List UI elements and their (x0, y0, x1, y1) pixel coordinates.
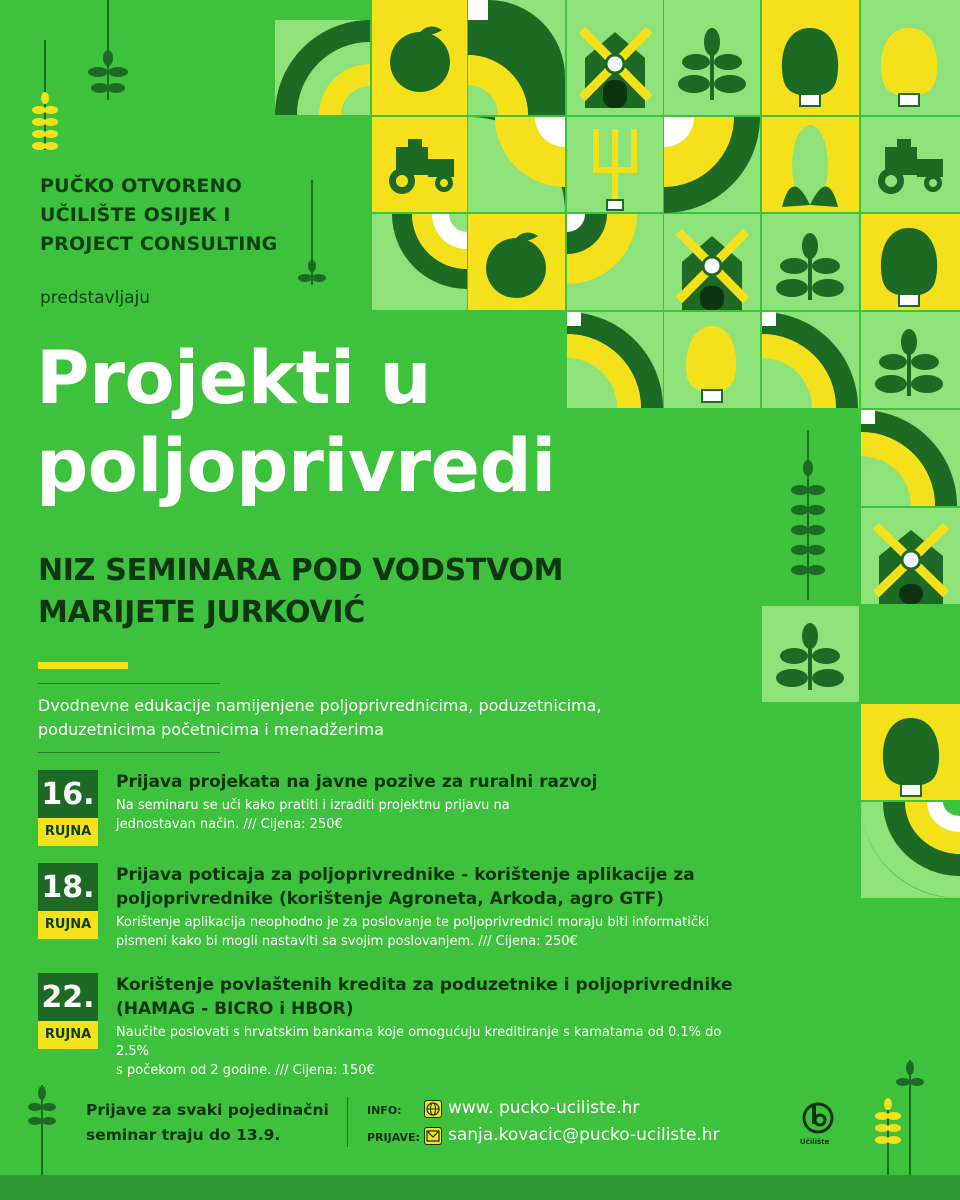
seminar-title-line: Prijava projekata na javne pozive za ruralni razvoj (116, 772, 598, 792)
date-day: 18. (38, 863, 98, 911)
description-line: Dvodnevne edukacije namijenjene poljoprivrednicima, poduzetnicima, (38, 696, 602, 715)
logo-text: Učilište (800, 1138, 830, 1146)
organizer-line: UČILIŠTE OSIJEK I (40, 204, 231, 226)
date-badge (38, 863, 98, 939)
seminar-description-line: pismeni kako bi mogli nastaviti sa svojim poslovanjem. /// Cijena: 250€ (116, 934, 578, 949)
tree-tile (664, 312, 760, 408)
info-label: INFO: (367, 1104, 402, 1117)
arc-tile (372, 214, 467, 310)
seminar-title (116, 863, 736, 911)
leaf-tile (664, 0, 760, 115)
seminar-item (38, 973, 758, 1078)
seminar-item (38, 863, 758, 953)
arc-tile (861, 802, 960, 898)
tree-tile (861, 704, 960, 800)
seminar-description (116, 913, 756, 951)
tree-tile (762, 0, 859, 115)
seminar-title-line: (HAMAG - BICRO i HBOR) (116, 999, 354, 1019)
windmill-tile (664, 214, 760, 310)
divider (38, 683, 220, 684)
arc-tile (567, 312, 663, 408)
corn-tile (762, 117, 859, 212)
arc-tile (762, 312, 859, 408)
seminar-title-line: Korištenje povlaštenih kredita za poduzetnike i poljoprivrednike (116, 975, 733, 995)
seminar-description-line: s počekom od 2 godine. /// Cijena: 150€ (116, 1063, 375, 1078)
arc-tile (468, 0, 565, 115)
leaf-sprig-icon (88, 0, 128, 100)
wheat-icon (32, 40, 58, 150)
arc-tile (861, 410, 960, 509)
organizer-line: PUČKO OTVORENO (40, 175, 243, 197)
arc-tile (567, 214, 663, 310)
date-day: 16. (38, 770, 98, 818)
seminar-description-line: jednostavan način. /// Cijena: 250€ (116, 817, 343, 832)
presenting-text: predstavljaju (40, 288, 151, 308)
organizers (40, 172, 277, 259)
seminar-description-line: Na seminaru se uči kako pratiti i izraditi projektnu prijavu na (116, 798, 510, 813)
date-month: RUJNA (38, 1021, 98, 1049)
accent-bar (38, 662, 128, 669)
seminar-description (116, 796, 756, 834)
leaf-sprig-icon (298, 180, 326, 285)
tree-tile (861, 214, 960, 310)
subtitle (38, 550, 563, 634)
wheat-icon (791, 430, 825, 600)
deadline-line: Prijave za svaki pojedinačni (86, 1101, 329, 1119)
deadline-line: seminar traju do 13.9. (86, 1126, 281, 1144)
globe-icon (424, 1100, 442, 1118)
apple-icon (390, 32, 450, 92)
title-line: Projekti u (36, 336, 432, 421)
seminar-title (116, 770, 736, 794)
uciliste-logo (800, 1100, 836, 1136)
tractor-tile (861, 117, 960, 212)
pitchfork-tile (567, 117, 663, 212)
registration-deadline (86, 1098, 329, 1148)
date-month: RUJNA (38, 818, 98, 846)
date-badge (38, 973, 98, 1049)
description-line: poduzetnicima početnicima i menadžerima (38, 720, 384, 739)
leaf-sprig-icon (28, 1085, 56, 1175)
arc-tile (664, 117, 760, 213)
arc-tile (275, 20, 370, 115)
page-title (36, 335, 556, 511)
leaf-tile (762, 606, 859, 702)
apple-tile (372, 0, 467, 115)
seminar-title-line: poljoprivrednike (korištenje Agroneta, Arkoda, agro GTF) (116, 889, 664, 909)
description (38, 694, 658, 742)
tree-tile (861, 0, 960, 115)
leaf-tile (861, 312, 960, 408)
date-day: 22. (38, 973, 98, 1021)
date-badge (38, 770, 98, 846)
seminar-title (116, 973, 736, 1021)
email-link[interactable]: sanja.kovacic@pucko-uciliste.hr (448, 1125, 720, 1145)
organizer-line: PROJECT CONSULTING (40, 233, 278, 255)
seminar-description (116, 1023, 756, 1080)
apply-label: PRIJAVE: (367, 1131, 420, 1144)
wheat-icon (870, 1060, 930, 1175)
website-link[interactable]: www. pucko-uciliste.hr (448, 1098, 640, 1118)
title-line: poljoprivredi (36, 424, 556, 509)
seminar-title-line: Prijava poticaja za poljoprivrednike - korištenje aplikacije za (116, 865, 695, 885)
date-month: RUJNA (38, 911, 98, 939)
subtitle-line: NIZ SEMINARA POD VODSTVOM (38, 553, 564, 588)
leaf-tile (762, 214, 859, 310)
divider (347, 1097, 348, 1147)
seminar-description-line: Naučite poslovati s hrvatskim bankama koje omogućuju kreditiranje s kamatama od 0.1% do 2.5% (116, 1025, 722, 1059)
arc-tile (468, 117, 565, 212)
tractor-tile (372, 117, 467, 212)
apple-tile (468, 214, 565, 310)
tree-icon (782, 28, 838, 96)
seminar-item (38, 770, 758, 850)
mail-icon (424, 1127, 442, 1145)
bottom-band (0, 1175, 960, 1200)
divider (38, 752, 220, 753)
windmill-tile (567, 0, 663, 115)
windmill-tile (861, 508, 960, 604)
seminar-description-line: Korištenje aplikacija neophodno je za poslovanje te poljoprivrednici moraju biti informatički (116, 915, 710, 930)
subtitle-line: MARIJETE JURKOVIĆ (38, 595, 365, 630)
